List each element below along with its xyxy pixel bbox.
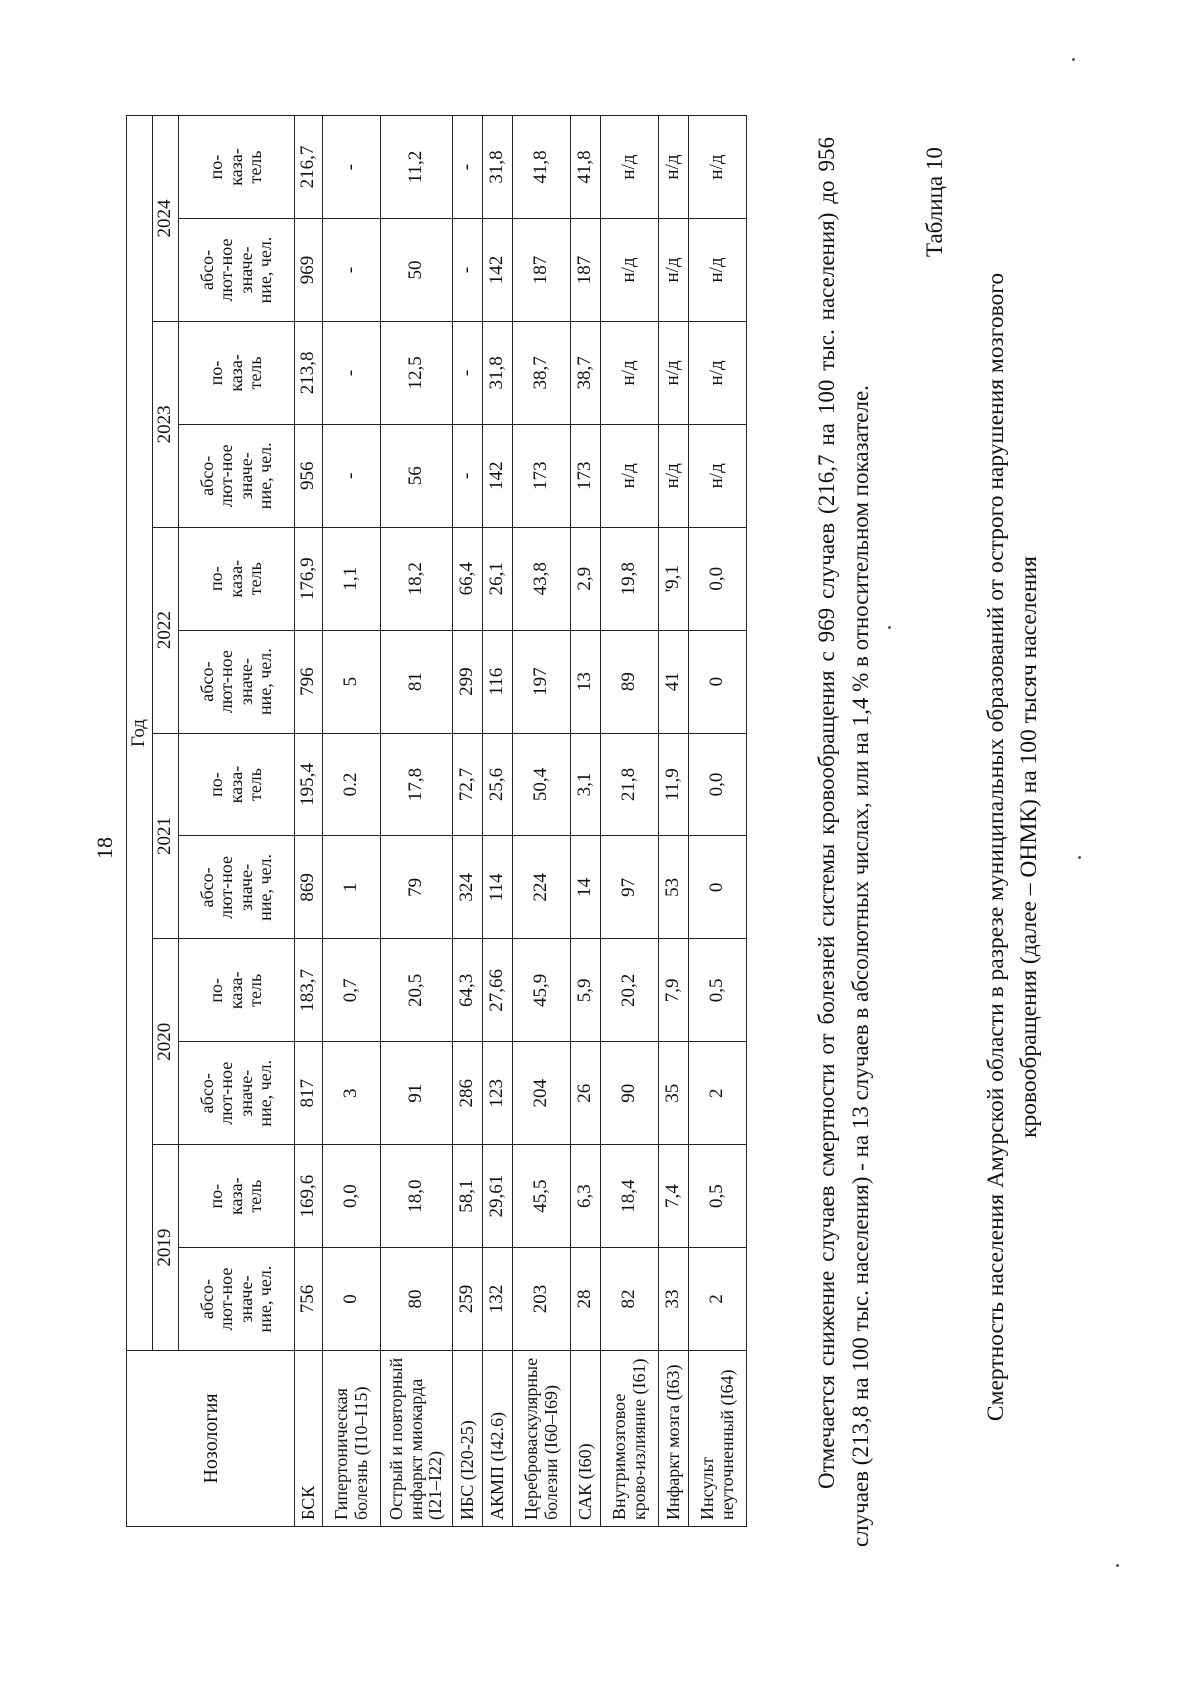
table-cell: - [323, 321, 381, 424]
table-cell: 123 [483, 1042, 513, 1145]
subheader-absolute: абсо- лют-ное значе- ние, чел. [179, 1248, 295, 1351]
table-cell: 216,7 [295, 116, 323, 219]
table-cell: 18,2 [381, 527, 453, 630]
table-cell: 0 [689, 630, 747, 733]
table-cell: 195,4 [295, 733, 323, 836]
table-cell: 796 [295, 630, 323, 733]
table-cell: 90 [601, 1042, 659, 1145]
subheader-rate: по- каза- тель [179, 939, 295, 1042]
table-cell: н/д [659, 116, 689, 219]
table-cell: н/д [689, 321, 747, 424]
year-header-2021: 2021 [153, 733, 179, 939]
table-cell: 58,1 [453, 1145, 483, 1248]
table-cell: 27,66 [483, 939, 513, 1042]
table-cell: 114 [483, 836, 513, 939]
table-cell: 79 [381, 836, 453, 939]
table-cell: - [453, 424, 483, 527]
table-cell: 89 [601, 630, 659, 733]
row-nosology: ИБС (I20-25) [453, 1351, 483, 1527]
speck [1116, 1564, 1119, 1567]
year-header-2019: 2019 [153, 1145, 179, 1351]
table-cell: 53 [659, 836, 689, 939]
table-row [601, 116, 659, 1527]
table-cell: 29,61 [483, 1145, 513, 1248]
table-cell: 3,1 [571, 733, 601, 836]
table-caption: Смертность населения Амурской области в разрезе муниципальных образований от острого нарушения мозгового кровообращения (далее – ОНМК) на 100 тысяч населения [983, 272, 1043, 1422]
table-cell: 20,5 [381, 939, 453, 1042]
table-cell: н/д [601, 424, 659, 527]
row-nosology: Гипертоническая болезнь (I10–I15) [323, 1351, 381, 1527]
table-cell: н/д [659, 219, 689, 322]
table-cell: 5 [323, 630, 381, 733]
table-cell: 50,4 [513, 733, 571, 836]
table-cell: 6,3 [571, 1145, 601, 1248]
table-cell: 45,5 [513, 1145, 571, 1248]
subheader-absolute: абсо- лют-ное значе- ние, чел. [179, 219, 295, 322]
table-cell: 41 [659, 630, 689, 733]
table-row [689, 116, 747, 1527]
table-cell: 183,7 [295, 939, 323, 1042]
table-cell: 91 [381, 1042, 453, 1145]
table-cell: 176,9 [295, 527, 323, 630]
subheader-rate: по- каза- тель [179, 733, 295, 836]
table-cell: 1,1 [323, 527, 381, 630]
table-cell: 0,0 [689, 527, 747, 630]
table-cell: 116 [483, 630, 513, 733]
table-row [659, 116, 689, 1527]
table-row [323, 116, 381, 1527]
table-row [295, 116, 323, 1527]
paragraph-text: Отмечается снижение случаев смертности от болезней системы кровообращения с 969 случаев (216,7 на 100 тыс. населения) до 956 случаев (213,8 на 100 тыс. населения) - на 13 случаев в абсолютных числах, или на 1,4 % в относительном показателе. [814, 137, 874, 1547]
table-cell: 5,9 [571, 939, 601, 1042]
table-cell: н/д [689, 219, 747, 322]
table-cell: 25,6 [483, 733, 513, 836]
table-cell: 11,9 [659, 733, 689, 836]
table-cell: 2 [689, 1042, 747, 1145]
table-cell: 204 [513, 1042, 571, 1145]
table-cell: 756 [295, 1248, 323, 1351]
table-cell: 203 [513, 1248, 571, 1351]
subheader-absolute: абсо- лют-ное значе- ние, чел. [179, 630, 295, 733]
table-cell: 0 [689, 836, 747, 939]
table-cell: 45,9 [513, 939, 571, 1042]
table-cell: 50 [381, 219, 453, 322]
table-cell: 169,6 [295, 1145, 323, 1248]
table-cell: 286 [453, 1042, 483, 1145]
table-cell: 26 [571, 1042, 601, 1145]
table-cell: 33 [659, 1248, 689, 1351]
table-cell: - [323, 116, 381, 219]
table-cell: 0 [323, 1248, 381, 1351]
table-cell: 1 [323, 836, 381, 939]
table-cell: 817 [295, 1042, 323, 1145]
table-cell: 31,8 [483, 116, 513, 219]
table-cell: 19,8 [601, 527, 659, 630]
table-cell: 197 [513, 630, 571, 733]
table-cell: '9,1 [659, 527, 689, 630]
row-nosology: Инфаркт мозга (I63) [659, 1351, 689, 1527]
table-cell: 43,8 [513, 527, 571, 630]
year-header-2024: 2024 [153, 116, 179, 322]
year-header-row [153, 116, 179, 1527]
table-cell: 21,8 [601, 733, 659, 836]
subheader-rate: по- каза- тель [179, 321, 295, 424]
subheader-absolute: абсо- лют-ное значе- ние, чел. [179, 836, 295, 939]
table-cell: 11,2 [381, 116, 453, 219]
year-header-2023: 2023 [153, 321, 179, 527]
subheader-rate: по- каза- тель [179, 116, 295, 219]
table-cell: 20,2 [601, 939, 659, 1042]
speck [888, 626, 891, 629]
table-row [483, 116, 513, 1527]
table-cell: 14 [571, 836, 601, 939]
mortality-table [126, 115, 747, 1527]
table-cell: н/д [601, 219, 659, 322]
table-row [453, 116, 483, 1527]
table-cell: 259 [453, 1248, 483, 1351]
table-cell: - [453, 321, 483, 424]
year-header-2022: 2022 [153, 527, 179, 733]
table-cell: 7,9 [659, 939, 689, 1042]
table-cell: 142 [483, 424, 513, 527]
table-cell: 13 [571, 630, 601, 733]
table-cell: н/д [659, 424, 689, 527]
subheader-rate: по- каза- тель [179, 527, 295, 630]
table-row [571, 116, 601, 1527]
speck [1078, 856, 1081, 859]
subheader-absolute: абсо- лют-ное значе- ние, чел. [179, 424, 295, 527]
table-cell: 35 [659, 1042, 689, 1145]
table-row [381, 116, 453, 1527]
table-cell: 187 [571, 219, 601, 322]
table-cell: 3 [323, 1042, 381, 1145]
row-nosology: САК (I60) [571, 1351, 601, 1527]
table-cell: - [453, 219, 483, 322]
table-cell: 38,7 [513, 321, 571, 424]
header-year: Год [127, 116, 153, 1351]
table-cell: 28 [571, 1248, 601, 1351]
table-cell: 0,5 [689, 1145, 747, 1248]
table-cell: 187 [513, 219, 571, 322]
table-cell: - [453, 116, 483, 219]
row-nosology: БСК [295, 1351, 323, 1527]
table-cell: - [323, 219, 381, 322]
table-cell: 41,8 [571, 116, 601, 219]
table-cell: 38,7 [571, 321, 601, 424]
table-cell: 0,7 [323, 939, 381, 1042]
table-cell: 132 [483, 1248, 513, 1351]
row-nosology: Внутримозговое крово-излияние (I61) [601, 1351, 659, 1527]
row-nosology: Инсульт неуточненный (I64) [689, 1351, 747, 1527]
table-cell: 2,9 [571, 527, 601, 630]
row-nosology: АКМП (I42.6) [483, 1351, 513, 1527]
table-cell: н/д [659, 321, 689, 424]
table-cell: 97 [601, 836, 659, 939]
table-cell: 18,0 [381, 1145, 453, 1248]
year-header-2020: 2020 [153, 939, 179, 1145]
speck [1072, 58, 1075, 61]
subheader-absolute: абсо- лют-ное значе- ние, чел. [179, 1042, 295, 1145]
table-row [513, 116, 571, 1527]
table-label: Таблица 10 [922, 147, 947, 257]
table-cell: 0,0 [689, 733, 747, 836]
table-cell: 299 [453, 630, 483, 733]
table-cell: н/д [601, 321, 659, 424]
table-cell: 0,5 [689, 939, 747, 1042]
table-cell: 173 [571, 424, 601, 527]
table-cell: 72,7 [453, 733, 483, 836]
table-cell: 142 [483, 219, 513, 322]
table-cell: 12,5 [381, 321, 453, 424]
table-cell: 0.2 [323, 733, 381, 836]
row-nosology: Цереброваскулярные болезни (I60–I69) [513, 1351, 571, 1527]
table-cell: 41,8 [513, 116, 571, 219]
body-paragraph [810, 137, 878, 1547]
header-nosology: Нозология [127, 1351, 295, 1527]
table-cell: 18,4 [601, 1145, 659, 1248]
table-cell: - [323, 424, 381, 527]
table-cell: н/д [689, 116, 747, 219]
table-cell: 969 [295, 219, 323, 322]
table-cell: 56 [381, 424, 453, 527]
table-cell: 26,1 [483, 527, 513, 630]
table-cell: 869 [295, 836, 323, 939]
table-cell: 31,8 [483, 321, 513, 424]
table-cell: 7,4 [659, 1145, 689, 1248]
table-cell: 2 [689, 1248, 747, 1351]
row-nosology: Острый и повторный инфаркт миокарда (I21–I22) [381, 1351, 453, 1527]
table-cell: 224 [513, 836, 571, 939]
table-cell: 17,8 [381, 733, 453, 836]
table-cell: н/д [601, 116, 659, 219]
table-cell: 0,0 [323, 1145, 381, 1248]
subheader-rate: по- каза- тель [179, 1145, 295, 1248]
table-body [295, 116, 747, 1527]
table-cell: 956 [295, 424, 323, 527]
table-cell: 66,4 [453, 527, 483, 630]
table-cell: 324 [453, 836, 483, 939]
table-cell: 173 [513, 424, 571, 527]
table-cell: 80 [381, 1248, 453, 1351]
subheader-row [179, 116, 295, 1527]
table-cell: 64,3 [453, 939, 483, 1042]
page-number: 18 [92, 837, 117, 859]
table-cell: 213,8 [295, 321, 323, 424]
table-cell: н/д [689, 424, 747, 527]
table-cell: 82 [601, 1248, 659, 1351]
table-cell: 81 [381, 630, 453, 733]
